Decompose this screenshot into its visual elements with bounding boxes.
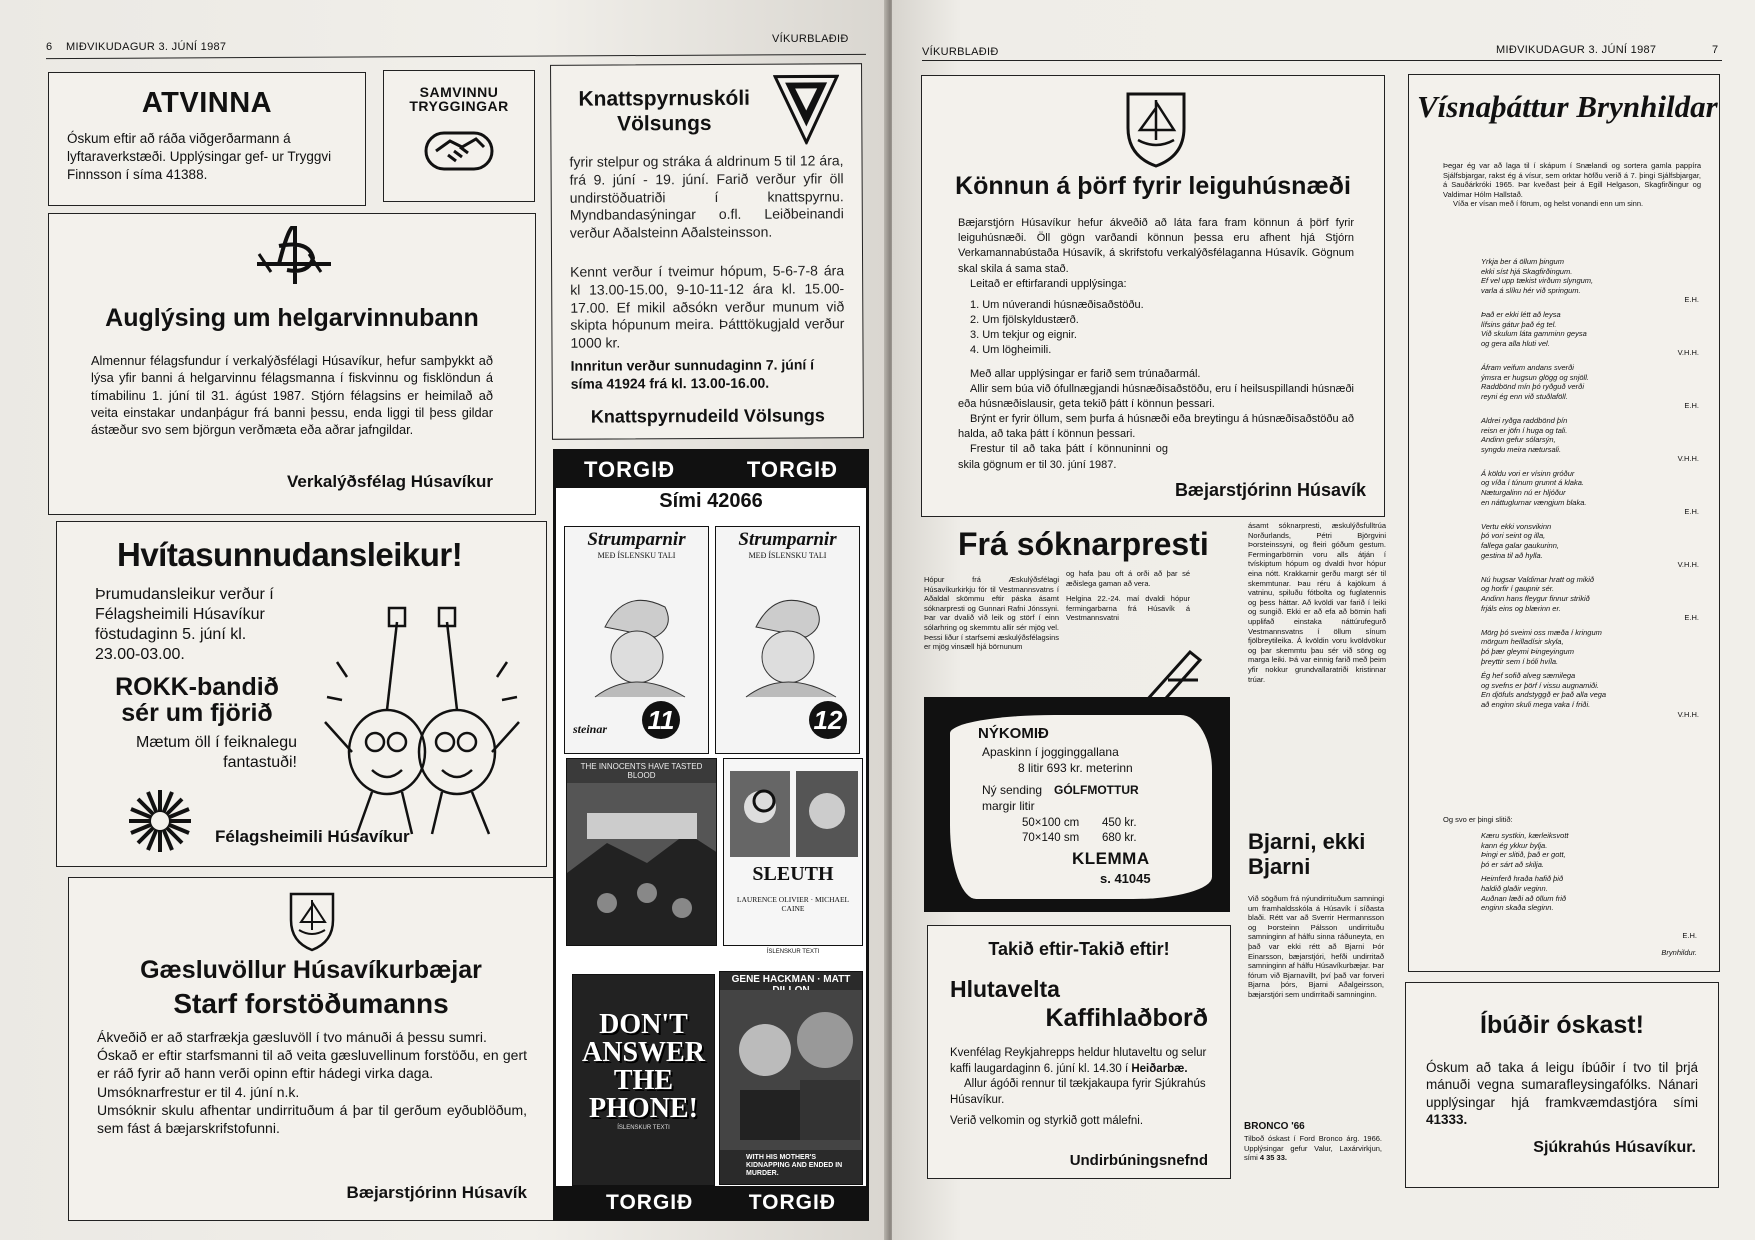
poster-target[interactable] [719, 971, 863, 1185]
torgid-ad [553, 449, 869, 1221]
leiguhusnaedi-ad [921, 75, 1385, 517]
nykomid-size1: 50×100 cm [1022, 817, 1080, 829]
felagsheimili-logo-icon [127, 788, 193, 854]
closing-verse [1481, 831, 1699, 913]
header-rule [46, 54, 866, 59]
verse [1481, 363, 1699, 411]
list-item: 2. Um fjölskyldustærð. [970, 314, 1079, 327]
verse-line: kann ég ykkur bylja. [1481, 840, 1548, 850]
hlutavelta-title2: Kaffihlaðborð [1045, 1004, 1208, 1032]
nykomid-phone: s. 41045 [1100, 871, 1151, 886]
torgid-name-right: TORGIÐ [746, 457, 838, 482]
verse-line: gestina til að hylla. [1481, 550, 1543, 560]
nykomid-l2: 8 litir 693 kr. meterinn [1018, 761, 1133, 775]
verse-signature: E.H. [1684, 613, 1699, 623]
nykomid-l1: Apaskinn í jogginggallana [982, 745, 1119, 759]
verse-line: enginn skaða sleginn. [1481, 903, 1554, 913]
poster-strumparnir-12[interactable] [715, 526, 860, 754]
poster-title: Strumparnir [738, 529, 837, 550]
verse-line: Á köldu vori er vísinn gróður [1481, 468, 1575, 478]
gaesluvollur-p4: Umsóknir skulu afhentar undirrituðum á þar til gerðum eyðublöðum, sem fást á bæjarskrifstofunni. [97, 1101, 527, 1136]
verse-line: syngdu meira nætursali. [1481, 444, 1562, 454]
bronco-phone: 4 35 33. [1259, 1153, 1287, 1163]
poster-title: THE INNOCENTS HAVE TASTED BLOOD [580, 762, 703, 780]
soknarprestur-col2 [1066, 569, 1190, 623]
paper-name-left: VÍKURBLAÐIÐ [772, 33, 849, 45]
leiguhusnaedi-p2: Með allar upplýsingar er farið sem trúnaðarmál. [970, 367, 1201, 380]
helgarvinna-body: Almennur félagsfundur í verkalýðsfélagi Húsavíkur, hefur samþykkt að lýsa yfir banni á helgarvinnu félagsmanna í fiskvinnu og fisklöndun á tímabilinu 1. júní til 31. ágúst 1987. Stjórn félagsins er heimilað að veita einstakar undanþágur frá banni þessu, enda liggi til þess gildar ástæður svo sem björgun verðmæta eða aðrar jafngildar. [91, 353, 493, 438]
torgid-phone: Sími 42066 [659, 490, 763, 512]
visnathattur-intro-text: Þegar ég var að laga til í skápum í Snælandi og sortera gamla pappíra Sjálfsbjargar, rakst ég á vísur, sem orktar höfðu verið á 7. þingi Sjálfsbjargar, á Sauðárkróki 1965. Þar kveðast þeir á Egill Helgason, Skagfirðingur og Valdimar Hólm Hallstað. [1443, 161, 1701, 199]
verse-line: þó þær gleymi Þingeyingum [1481, 646, 1574, 656]
verse-line: mörgum heilladísir skyla, [1481, 637, 1564, 647]
ibudir-ad [1405, 982, 1719, 1188]
verse-line: og svefns er þörf í vissu augnamiði. [1481, 680, 1599, 690]
dansleikur-venue: Félagsheimili Húsavíkur [215, 827, 410, 846]
closing-signature: E.H. [1682, 931, 1697, 940]
poster-sleuth[interactable] [723, 758, 863, 946]
torgid-footer-right: TORGIÐ [748, 1191, 836, 1214]
smurf-illustration [726, 587, 851, 707]
verse-signature: V.H.H. [1677, 709, 1699, 719]
hlutavelta-ad [927, 925, 1231, 1179]
page-number-left: 6 [46, 41, 53, 53]
helgarvinna-title: Auglýsing um helgarvinnubann [105, 304, 479, 332]
verse-line: fallega galar gaukurinn, [1481, 541, 1559, 551]
knattspyrnuskoli-signature: Knattspyrnudeild Völsungs [590, 405, 825, 427]
page-number-right: 7 [1712, 44, 1719, 56]
right-page [892, 0, 1755, 1240]
nykomid-l3a: Ný sending [982, 783, 1043, 797]
husavik-crest-icon [287, 890, 337, 952]
knattspyrnuskoli-p2: Kennt verður í tveimur hópum, 5-6-7-8 ára kl 13.00-15.00, 9-10-11-12 ára kl. 15.00-17.00. Ef mikil aðsókn verður munum við skipta hópunum meira. Þátttökugjald verður 1000 kr. [570, 262, 845, 351]
hlutavelta-signature: Undirbúningsnefnd [1069, 1152, 1208, 1169]
verse-line: þó er sárt að skilja. [1481, 859, 1544, 869]
gaesluvollur-ad [68, 877, 554, 1221]
nykomid-l4: margir litir [982, 799, 1035, 813]
torgid-footer-left: TORGIÐ [606, 1191, 694, 1214]
verse-line: ekki síst hjá Skagfirðingum. [1481, 266, 1573, 276]
gaesluvollur-title: Gæsluvöllur Húsavíkurbæjar [140, 956, 482, 984]
dansleikur-ad [56, 521, 547, 867]
soknarprestur-col1: Hópur frá Æskulýðsfélagi Húsavíkurkirkju fór til Vestmannsvatns í Aðaldal skömmu eftir páska ásamt sóknarpresti og Gunnari Rafni Jónssyni. Þar var dvalið við leik og störf í einn sólarhring og skemmtu allir sér mjög vel. Þessi liður í starfsemi æskulýðsfélagsins er mjög vinsæll hjá börnunum [924, 575, 1059, 652]
leiguhusnaedi-p5: Frestur til að taka þátt í könnuninni og skila gögnum er til 30. júní 1987. [958, 443, 1168, 471]
smurf-illustration [575, 587, 700, 707]
verse-line: Mörg þó sveimi oss mæða í kringum [1481, 627, 1602, 637]
nykomid-price2: 680 kr. [1102, 832, 1137, 844]
visnathattur-title: Vísnaþáttur Brynhildar [1417, 89, 1718, 124]
guitar-characters-illustration [317, 602, 527, 842]
bronco-body [1244, 1134, 1382, 1163]
visnathattur-footer: Brynhildur. [1661, 948, 1697, 957]
volsungur-crest-icon [773, 74, 839, 144]
soknarprestur-col2-text: og hafa þau oft á orði að þar sé æðislega gaman að vera. [1066, 569, 1190, 588]
soknarprestur-col2b: Helgina 22.-24. maí dvaldi hópur fermingarbarna frá Húsavík á Vestmannsvatni [1066, 594, 1190, 623]
hlutavelta-banner: Takið eftir-Takið eftir! [988, 939, 1170, 959]
poster-title: GENE HACKMAN · MATT [731, 974, 851, 985]
verse-line: varla á slíku hér við springum. [1481, 285, 1581, 295]
torgid-name-left: TORGIÐ [584, 457, 676, 482]
poster-subtitle: MEÐ ÍSLENSKU TALI [597, 551, 676, 560]
bronco-text: Tilboð óskast í Ford Bronco árg. 1966. Upplýsingar gefur Valur, Laxárvirkjun, sími [1244, 1134, 1382, 1163]
paper-name-right: VÍKURBLAÐIÐ [922, 46, 999, 58]
visnathattur-intro [1443, 161, 1701, 209]
verse-signature: V.H.H. [1677, 560, 1699, 570]
poster-subtitle: ÍSLENSKUR TEXTI [617, 1125, 670, 1131]
verse-line: Andinn hans fleygur finnur strikið [1481, 594, 1590, 603]
poster-tag: ÍSLENSKUR TEXTI [766, 949, 820, 955]
ibudir-body [1426, 1059, 1698, 1128]
date-left: MIÐVIKUDAGUR 3. JÚNÍ 1987 [66, 41, 227, 53]
poster-dont-answer[interactable] [572, 974, 715, 1186]
leiguhusnaedi-p4: Brýnt er fyrir öllum, sem þurfa á húsnæði eða breytingu á húsnæðisaðstöðu að halda, að taka þátt í könnun þessari. [958, 413, 1354, 441]
visnathattur-column [1408, 74, 1720, 972]
nykomid-size2: 70×140 sm [1022, 832, 1080, 844]
verse-signature: E.H. [1684, 401, 1699, 411]
bjarni-body: Við sögðum frá nýundirrituðum samningi um framhaldsskóla á Húsavík í síðasta blaði. Rétt var að Sverrir Hermannsson og Þorsteinn Pálsson undirrituðu samninginn af hálfu sinna ráðuneyta, en það var ekki rétt að Bjarni Þór Einarsson, bæjarstjóri, hefði undirritað samninginn af hálfu Húsavíkurbæjar. Þar fórum við Bjarnavillt, því það var forveri Bjarna þórs, Bjarni Aðalgeirsson, bæjarstjóri sem undirritaði samninginn. [1248, 894, 1384, 999]
verse-line: Þingi er slitið, það er gott, [1481, 850, 1566, 860]
leiguhusnaedi-p3: Allir sem búa við ófullnægjandi húsnæðisaðstöðu, eru í heilsuspillandi húsnæði eða húsnæðislausir, geta tekið þátt í könnun þessari. [958, 382, 1355, 410]
list-item: 1. Um núverandi húsnæðisaðstöðu. [970, 298, 1144, 311]
hlutavelta-title1: Hlutavelta [950, 976, 1060, 1002]
verse-line: Ég hef sofið alveg sæmilega [1481, 671, 1576, 681]
verse-line: Yrkja ber á öllum þingum [1481, 257, 1564, 266]
verse-signature: V.H.H. [1677, 454, 1699, 464]
verse-signature: E.H. [1684, 507, 1699, 517]
ibudir-text: Óskum að taka á leigu íbúðir í tvo til þrjá mánuði vegna sumarafleysingafólks. Nánari upplýsingar hjá framkvæmdastjóra sími [1426, 1060, 1698, 1110]
verse [1481, 469, 1699, 517]
verse-line: Við skulum láta gamminn geysa [1481, 329, 1587, 339]
verse-line: reisn er jöfn í huga og tali. [1481, 425, 1568, 435]
list-item: 3. Um tekjur og eignir. [970, 329, 1077, 342]
verse-line: En djöfuls andstyggð er það alla vega [1481, 690, 1607, 700]
sleuth-faces-illustration [730, 771, 858, 857]
gaesluvollur-signature: Bæjarstjórinn Húsavík [346, 1183, 527, 1202]
knattspyrnuskoli-ad [550, 63, 864, 440]
dansleikur-closing: Mætum öll í feiknalegu fantastuði! [136, 734, 297, 771]
poster-title: DON'T ANSWER THE PHONE! [582, 1009, 705, 1124]
poster-number: 11 [642, 701, 680, 739]
poster-title: Strumparnir [587, 529, 686, 550]
gaesluvollur-p3: Umsóknarfrestur er til 4. júní n.k. [97, 1083, 300, 1100]
verse-line: þó vori seint og illa, [1481, 531, 1546, 541]
ibudir-signature: Sjúkrahús Húsavíkur. [1533, 1139, 1696, 1156]
visnathattur-intro2: Víða er vísan með í förum, og helst vonandi enn um sinn. [1453, 199, 1644, 209]
date-right: MIÐVIKUDAGUR 3. JÚNÍ 1987 [1496, 44, 1657, 56]
verse [1481, 628, 1699, 666]
atvinna-body: Óskum eftir að ráða viðgerðarmann á lyftaraverkstæði. Upplýsingar gef- ur Tryggvi Finnsson í síma 41388. [67, 131, 332, 183]
verse [1481, 671, 1699, 719]
verse [1481, 575, 1699, 623]
knattspyrnuskoli-p3: Innritun verður sunnudaginn 7. júní í síma 41924 frá kl. 13.00-16.00. [570, 356, 815, 392]
war-scene-illustration [567, 783, 717, 946]
poster-subtitle: MEÐ ÍSLENSKU TALI [748, 551, 827, 560]
target-faces-illustration [720, 990, 863, 1150]
poster-strumparnir-11[interactable] [564, 526, 709, 754]
list-item: 4. Um lögheimili. [970, 344, 1052, 357]
dansleikur-title: Hvítasunnudansleikur! [117, 536, 463, 573]
verse-line: frjáls eins og blærinn er. [1481, 603, 1561, 613]
verse-line: að enginn skuli mega vaka í friði. [1481, 699, 1591, 709]
verse-line: Næturgalinn nú er hljóður [1481, 488, 1566, 498]
helgarvinna-signature: Verkalýðsfélag Húsavíkur [286, 472, 493, 491]
verse-line: Raddbönd mín þó ryðguð verði [1481, 382, 1584, 392]
verse-line: Vertu ekki vonsvikinn [1481, 521, 1552, 531]
verse-line: lífsins gátur það ég tel. [1481, 319, 1557, 329]
leiguhusnaedi-intro: Bæjarstjórn Húsavíkur hefur ákveðið að láta fara fram könnun á þörf fyrir leiguhúsnæði. Öll gögn varðandi könnun þessa eru afhent hjá Stjórn Verkamannabústaða Húsavík, á skrifstofu verkalýðsfélaganna Húsavík. Gögnum skal skila á sama stað. [958, 217, 1354, 275]
nykomid-ad [924, 697, 1230, 912]
poster-title: SLEUTH [752, 863, 834, 885]
poster-subtitle: LAURENCE OLIVIER · MICHAEL CAINE [736, 895, 850, 913]
nykomid-shop: KLEMMA [1072, 849, 1150, 868]
verse-line: ýmsra er hugsun glögg og snjöll. [1481, 372, 1589, 382]
ibudir-title: Íbúðir óskast! [1480, 1011, 1644, 1039]
poster-subtitle: WITH HIS MOTHER'S KIDNAPPING AND ENDED IN MURDER. [746, 1153, 843, 1177]
verse-line: haldið glaðir veginn. [1481, 883, 1548, 893]
hlutavelta-venue: Heiðarbæ. [1131, 1062, 1188, 1075]
hlutavelta-p1: Kvenfélag Reykjahrepps heldur hlutaveltu og selur kaffi laugardaginn 6. júní kl. 14.30 í [950, 1047, 1207, 1075]
hlutavelta-body [950, 1046, 1210, 1130]
poster-brand: steinar [573, 722, 608, 736]
knattspyrnuskoli-title: Knattspyrnuskóli Völsungs [578, 86, 751, 136]
soknarprestur-col3: ásamt sóknarpresti, æskulýðsfulltrúa Norðurlands, Pétri Björgvini Þorsteinssyni, og fleiri góðum gestum. Fermingarbörnin voru alls átján í tvískiptum hópum og dvaldi hvor hópur eina nótt. Krakkarnir gerðu margt sér til skemmtunar. Þau réru á kajökum á vatninu, spiluðu fótbolta og fuglatennis og þess háttar. Að kvöldi var farið í leiki og sungið. Ekki er að efa að börnin hafi upplifað einstaka náttúrufegurð Vestmannsvatns í öllum sínum fjölbreytileika. Á kvöldin voru kvöldvökur og þar skemmtu þau sér við söng og marga leiki. Þá var einnig farið með þeim yfir nokkur grundvallaratriði kristinnar trúar. [1248, 521, 1386, 684]
verse-line: Andinn gefur sólarsýn, [1481, 435, 1556, 445]
verse-line: Aldrei ryðga raddbönd þín [1481, 415, 1568, 425]
bronco-title: BRONCO '66 [1244, 1121, 1305, 1132]
verse-signature: V.H.H. [1677, 348, 1699, 358]
helgarvinna-ad [48, 213, 536, 515]
verse-line: reyni ég enn við stuðlaföll. [1481, 391, 1568, 401]
nykomid-title: NÝKOMIÐ [978, 725, 1049, 742]
verse-line: Áfram veifum andans sverði [1481, 362, 1574, 372]
verse-signature: E.H. [1684, 295, 1699, 305]
verse [1481, 310, 1699, 358]
samvinnu-logo-text: SAMVINNU TRYGGINGAR [409, 84, 509, 114]
nykomid-l3b: GÓLFMOTTUR [1054, 783, 1139, 797]
husavik-crest-icon [1124, 88, 1188, 168]
verse-line: þreyttir sem í bóli hvíla. [1481, 656, 1559, 666]
header-rule-right [922, 60, 1722, 61]
verse-line: og víða í túnum grunnt á klaka. [1481, 478, 1584, 488]
dansleikur-band: ROKK-bandið sér um fjörið [115, 673, 279, 728]
samvinnu-ad [383, 70, 535, 202]
poster-number: 12 [809, 701, 847, 739]
bjarni-title: Bjarni, ekki Bjarni [1248, 829, 1366, 879]
verse-line: en náttuglurnar vængjum blaka. [1481, 497, 1587, 507]
verse-line: Auðnan læði að öllum frið [1481, 893, 1567, 903]
gaesluvollur-body [97, 1028, 527, 1137]
hlutavelta-p3: Verið velkomin og styrkið gott málefni. [950, 1115, 1144, 1128]
poster-brothers[interactable] [566, 758, 717, 946]
verse-line: Ef vel upp tækist virðum slyngum, [1481, 276, 1594, 286]
ibudir-phone: 41333. [1426, 1111, 1468, 1127]
verse-line: Það er ekki létt að leysa [1481, 309, 1561, 319]
verse-line: Nú hugsar Valdimar hratt og mikið [1481, 574, 1595, 584]
verse-line: Kæru systkin, kærleiksvott [1481, 831, 1569, 840]
hlutavelta-p2: Allur ágóði rennur til tækjakaupa fyrir Sjúkrahús Húsavíkur. [950, 1078, 1206, 1106]
gaesluvollur-subtitle: Starf forstöðumanns [173, 988, 449, 1019]
union-logo-icon [249, 226, 339, 288]
verse-line: Heimferð hraða hafið þið [1481, 874, 1564, 884]
atvinna-ad [48, 72, 366, 206]
verse [1481, 416, 1699, 464]
verse-line: og horfir í gaupnir sér. [1481, 584, 1555, 594]
verse-list [1481, 257, 1699, 724]
nykomid-price1: 450 kr. [1102, 817, 1137, 829]
gaesluvollur-p2: Óskað er eftir starfsmanni til að veita gæsluvellinum forstöðu, en gert er ráð fyrir að hann verði opinn eftir hádegi virka daga. [97, 1047, 527, 1082]
leiguhusnaedi-title: Könnun á þörf fyrir leiguhúsnæði [955, 172, 1351, 200]
leiguhusnaedi-list [958, 298, 1354, 359]
verse [1481, 257, 1699, 305]
soknarprestur-title: Frá sóknarpresti [958, 526, 1209, 562]
leiguhusnaedi-lead: Leitað er eftirfarandi upplýsinga: [970, 277, 1127, 290]
gaesluvollur-p1: Ákveðið er að starfrækja gæsluvöll í tvo mánuði á þessu sumri. [97, 1029, 487, 1045]
atvinna-title: ATVINNA [141, 87, 273, 119]
handshake-icon [422, 121, 498, 179]
closing-lead: Og svo er þingi slitið: [1443, 815, 1513, 824]
knattspyrnuskoli-p1: fyrir stelpur og stráka á aldrinum 5 til 12 ára, frá 9. júní - 19. júní. Farið verður yfir öll undirstöðuatriði í knattspyrnu. Myndbandasýningar o.fl. Leiðbeinandi verður Aðalsteinn Aðalsteinsson. [569, 152, 844, 241]
verse [1481, 522, 1699, 570]
dansleikur-body: Þrumudansleikur verður í Félagsheimili Húsavíkur föstudaginn 5. júní kl. 23.00-03.00. [95, 586, 274, 663]
verse-line: og gera alla hluti vel. [1481, 338, 1550, 348]
leiguhusnaedi-body [958, 216, 1354, 473]
leiguhusnaedi-signature: Bæjarstjórinn Húsavík [1174, 480, 1366, 500]
